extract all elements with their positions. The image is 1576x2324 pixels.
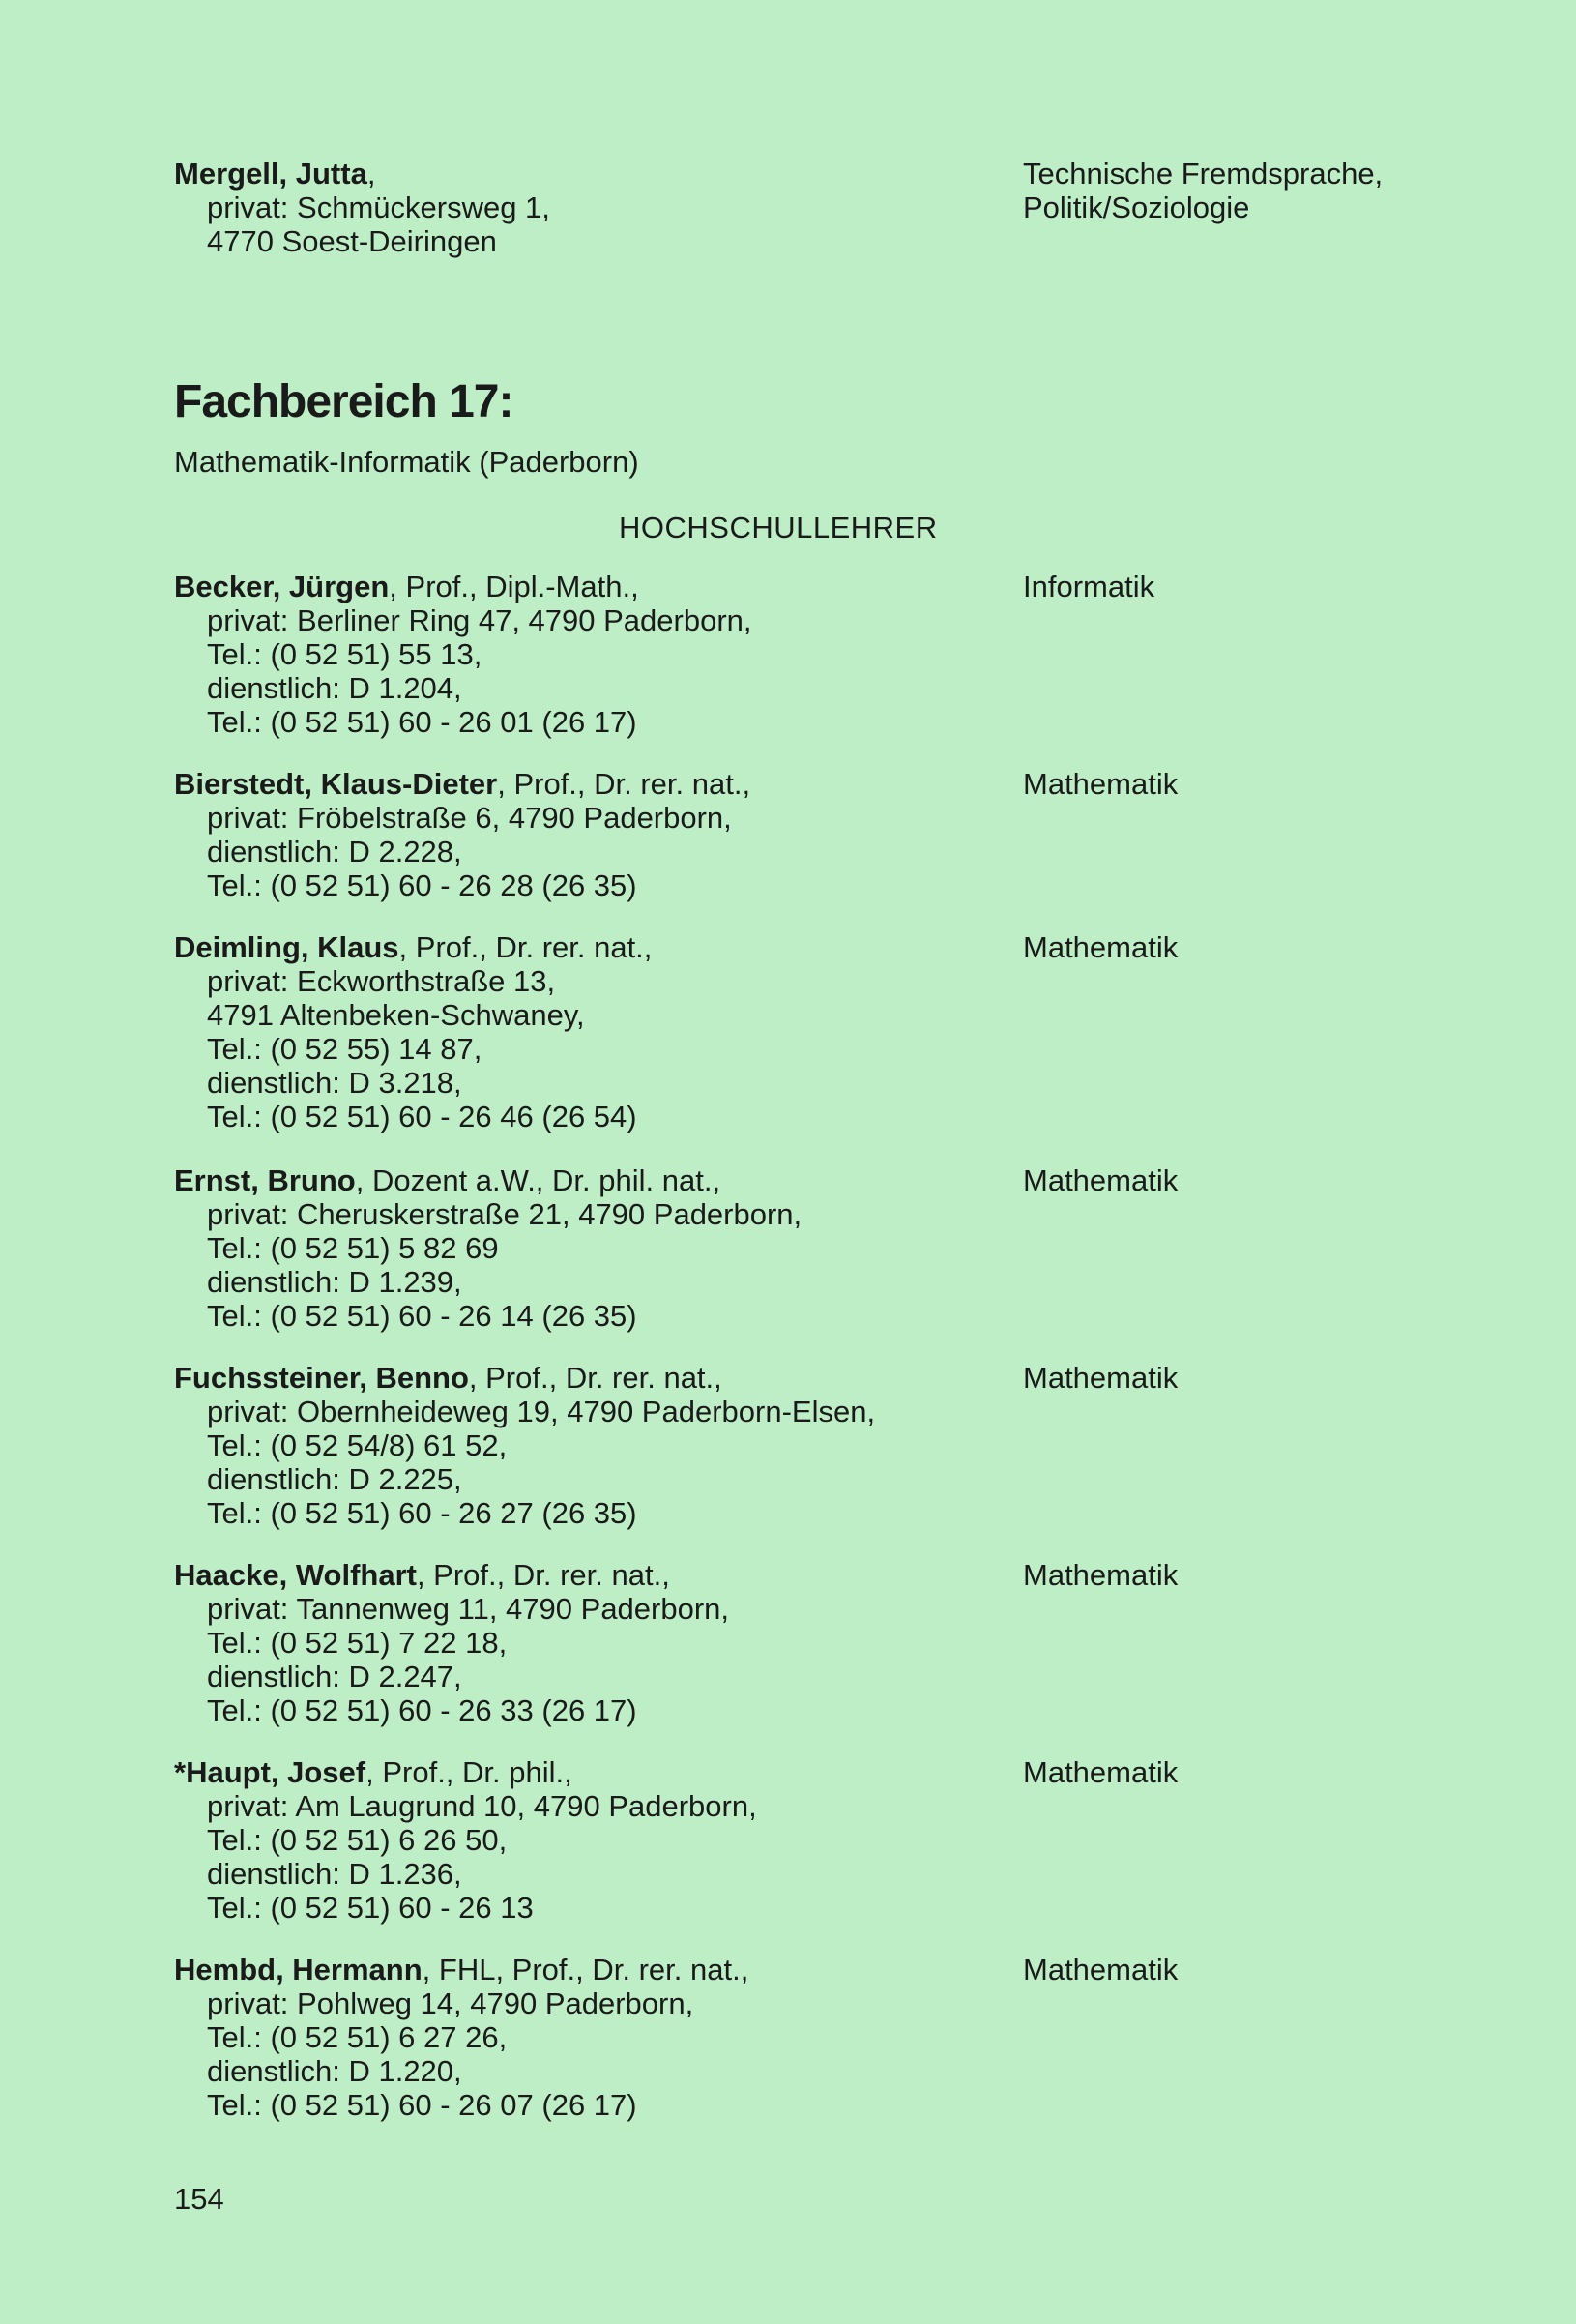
entry-name: Ernst, Bruno xyxy=(174,1163,356,1197)
entry-name-line xyxy=(174,930,1006,964)
entry-line: Tel.: (0 52 51) 60 - 26 28 (26 35) xyxy=(207,868,637,902)
entry-line: privat: Eckworthstraße 13, xyxy=(207,964,556,998)
entry-details xyxy=(174,930,1006,1133)
entry-title: , FHL, Prof., Dr. rer. nat., xyxy=(422,1953,749,1986)
entry-details xyxy=(174,570,1006,739)
entry-line: privat: Pohlweg 14, 4790 Paderborn, xyxy=(207,1986,694,2020)
entry-details xyxy=(174,1163,1006,1333)
entry-title: , Prof., Dr. rer. nat., xyxy=(468,1361,722,1395)
entry-line: privat: Obernheideweg 19, 4790 Paderborn-Elsen, xyxy=(207,1395,876,1428)
entry-line: dienstlich: D 3.218, xyxy=(207,1066,462,1100)
entry-subject: Mathematik xyxy=(1023,1558,1179,1592)
entry-line: Tel.: (0 52 51) 7 22 18, xyxy=(207,1626,508,1660)
entry-line: privat: Am Laugrund 10, 4790 Paderborn, xyxy=(207,1789,757,1823)
entry-line: 4791 Altenbeken-Schwaney, xyxy=(207,998,585,1032)
entry-line: privat: Tannenweg 11, 4790 Paderborn, xyxy=(207,1592,730,1626)
entry-subject: Mathematik xyxy=(1023,930,1179,964)
entry-name: Hembd, Hermann xyxy=(174,1953,423,1986)
entry-title: , Prof., Dipl.-Math., xyxy=(389,570,639,603)
entry-line: dienstlich: D 2.225, xyxy=(207,1462,462,1496)
entry-line: privat: Berliner Ring 47, 4790 Paderborn, xyxy=(207,603,752,637)
entry-subject: Mathematik xyxy=(1023,1163,1179,1197)
entry-line: 4770 Soest-Deiringen xyxy=(207,224,497,258)
entry-subject: Technische Fremdsprache, xyxy=(1023,157,1384,191)
entry-name-line xyxy=(174,767,1006,801)
entry-name-line xyxy=(174,1163,1006,1197)
entry-title: , Prof., Dr. rer. nat., xyxy=(497,767,751,801)
entry-name-line xyxy=(174,1361,1006,1395)
entry-title: , Prof., Dr. rer. nat., xyxy=(398,930,653,964)
entry-title: , Dozent a.W., Dr. phil. nat., xyxy=(355,1163,721,1197)
entry-name: Becker, Jürgen xyxy=(174,570,390,603)
entry-line: Tel.: (0 52 51) 60 - 26 07 (26 17) xyxy=(207,2088,637,2122)
entry-title: , Prof., Dr. phil., xyxy=(365,1755,572,1789)
entry-line: Tel.: (0 52 51) 6 26 50, xyxy=(207,1823,508,1857)
entry-line: Tel.: (0 52 51) 60 - 26 27 (26 35) xyxy=(207,1496,637,1530)
entry-line: Tel.: (0 52 54/8) 61 52, xyxy=(207,1428,508,1462)
entry-line: Tel.: (0 52 51) 60 - 26 01 (26 17) xyxy=(207,705,637,739)
entry-subject: Mathematik xyxy=(1023,1361,1179,1395)
entry-subject: Informatik xyxy=(1023,570,1155,603)
entry-subject: Mathematik xyxy=(1023,1755,1179,1789)
entry-name: *Haupt, Josef xyxy=(174,1755,366,1789)
top-entry-details xyxy=(174,157,1006,258)
entry-line: Tel.: (0 52 51) 5 82 69 xyxy=(207,1231,499,1265)
group-heading: HOCHSCHULLEHRER xyxy=(619,511,938,544)
entry-details xyxy=(174,1361,1006,1530)
entry-name: Deimling, Klaus xyxy=(174,930,399,964)
entry-name: Mergell, Jutta xyxy=(174,157,367,191)
entry-line: Tel.: (0 52 51) 60 - 26 13 xyxy=(207,1891,534,1925)
entry-name-line xyxy=(174,570,1006,603)
entry-line: Tel.: (0 52 51) 60 - 26 14 (26 35) xyxy=(207,1299,637,1333)
entry-name: Bierstedt, Klaus-Dieter xyxy=(174,767,498,801)
section-title: Fachbereich 17: xyxy=(174,376,513,427)
entry-title: , Prof., Dr. rer. nat., xyxy=(416,1558,670,1592)
entry-name: Fuchssteiner, Benno xyxy=(174,1361,469,1395)
entry-line: privat: Fröbelstraße 6, 4790 Paderborn, xyxy=(207,801,732,835)
entry-line: Tel.: (0 52 51) 6 27 26, xyxy=(207,2020,508,2054)
entry-line: Tel.: (0 52 51) 60 - 26 46 (26 54) xyxy=(207,1100,637,1133)
entry-line: Tel.: (0 52 51) 60 - 26 33 (26 17) xyxy=(207,1693,637,1727)
entry-name-line xyxy=(174,1953,1006,1986)
page-number: 154 xyxy=(174,2182,224,2216)
entry-name: Haacke, Wolfhart xyxy=(174,1558,417,1592)
entry-line: privat: Schmückersweg 1, xyxy=(207,191,550,224)
entry-subject: Politik/Soziologie xyxy=(1023,191,1250,224)
entry-line: dienstlich: D 1.204, xyxy=(207,671,462,705)
entry-line: dienstlich: D 1.236, xyxy=(207,1857,462,1891)
entry-line: dienstlich: D 2.247, xyxy=(207,1660,462,1693)
entry-subject: Mathematik xyxy=(1023,767,1179,801)
section-subtitle: Mathematik-Informatik (Paderborn) xyxy=(174,445,639,479)
entry-line: dienstlich: D 1.239, xyxy=(207,1265,462,1299)
entry-name-line xyxy=(174,1558,1006,1592)
entry-line: dienstlich: D 1.220, xyxy=(207,2054,462,2088)
entry-name-line xyxy=(174,157,1006,191)
entry-subject: Mathematik xyxy=(1023,1953,1179,1986)
entry-details xyxy=(174,1953,1006,2122)
entry-line: privat: Cheruskerstraße 21, 4790 Paderborn, xyxy=(207,1197,803,1231)
entry-name-suffix: , xyxy=(366,157,376,191)
entry-name-line xyxy=(174,1755,1006,1789)
entry-details xyxy=(174,1558,1006,1727)
top-entry-subjects xyxy=(1023,157,1448,224)
entry-line: Tel.: (0 52 55) 14 87, xyxy=(207,1032,482,1066)
entry-line: dienstlich: D 2.228, xyxy=(207,835,462,868)
entry-details xyxy=(174,1755,1006,1925)
entry-line: Tel.: (0 52 51) 55 13, xyxy=(207,637,482,671)
entry-details xyxy=(174,767,1006,902)
